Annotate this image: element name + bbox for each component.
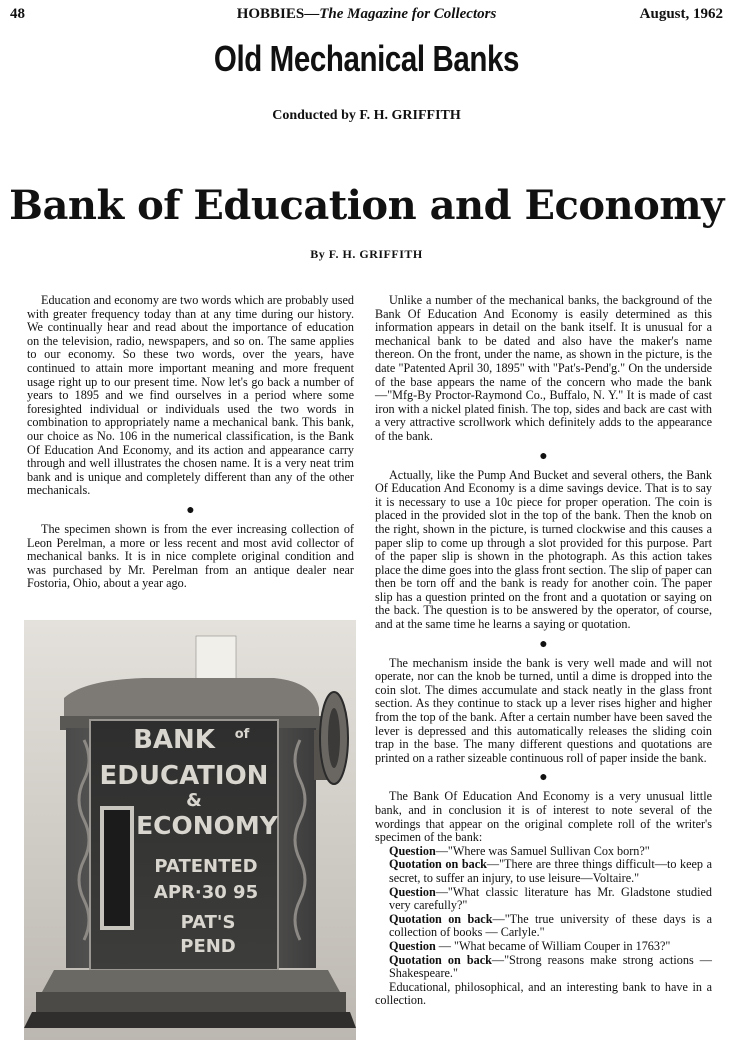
section-bullet: ● xyxy=(186,502,195,518)
qa-label: Quotation on back xyxy=(389,857,487,872)
emboss-line: PAT'S xyxy=(180,912,236,933)
paragraph: The mechanism inside the bank is very well made and will not operate, nor can the knob be turned, until a dime is dropped into the coin slot. The dimes accumulate and stack neatly in the glass front section. As they continue to stack up a lever rises higher and higher from the top of the bank. After a certain number have been saved the lever is depressed and this automatically releases the sliding coin trap in the base. The many different questions and quotations are printed on a rather sizeable continuous roll of paper inside the bank. xyxy=(375,655,712,765)
qa-text: —"Where was Samuel Sullivan Cox born?" xyxy=(435,843,650,858)
magazine-subtitle: The Magazine for Collectors xyxy=(319,6,497,22)
qa-line xyxy=(375,940,712,954)
qa-line xyxy=(375,954,712,981)
magazine-prefix: HOBBIES— xyxy=(236,6,320,22)
qa-line xyxy=(375,886,712,913)
qa-text: —"There are three things difficult—to keep a secret, to suffer an injury, to use leisure—Voltaire." xyxy=(389,857,712,885)
qa-label: Question xyxy=(389,843,436,858)
emboss-line: of xyxy=(234,727,250,742)
page-number: 48 xyxy=(10,6,25,22)
closing-paragraph: Educational, philosophical, and an interesting bank to have in a collection. xyxy=(375,979,712,1008)
department-title: Old Mechanical Banks xyxy=(213,38,520,79)
qa-label: Question xyxy=(389,938,436,953)
bank-photograph xyxy=(24,620,356,1040)
bank-illustration xyxy=(24,620,356,1040)
qa-line xyxy=(375,913,712,940)
emboss-line: APR·30 95 xyxy=(153,882,259,903)
emboss-line: & xyxy=(186,790,202,811)
paragraph: Actually, like the Pump And Bucket and several others, the Bank Of Education And Economy is a dime savings device. That is to say it is necessary to use a 10c piece for proper operation. The coin is placed in the provided slot in the top of the bank. Then the knob on the right, shown in the picture, is turned clockwise and this causes a paper slip to come up through a slot provided for this purpose. Part of the paper slip is shown in the photograph. As this action takes place the dime goes into the glass front section. The slip of paper can then be torn off and the bank is ready for another coin. The paper slip has a question printed on the front and a quotation or saying on the back. The question is to be answered by the operator, of course, and at the same time he learns a saying or quotation. xyxy=(375,467,712,632)
qa-line xyxy=(375,858,712,885)
section-bullet: ● xyxy=(539,770,548,786)
section-bullet: ● xyxy=(539,448,548,464)
qa-label: Question xyxy=(389,884,436,899)
qa-label: Quotation on back xyxy=(389,911,493,926)
emboss-line: EDUCATION xyxy=(99,761,269,791)
article-byline: By F. H. GRIFFITH xyxy=(310,247,423,261)
magazine-title xyxy=(10,6,723,23)
issue-date: August, 1962 xyxy=(639,6,723,22)
qa-text: —"Strong reasons make strong actions — Shakespeare." xyxy=(389,952,712,981)
qa-line xyxy=(375,845,712,859)
left-column xyxy=(27,294,354,591)
article-title: Bank of Education and Economy xyxy=(9,182,724,229)
running-header xyxy=(10,6,723,26)
paragraph: The Bank Of Education And Economy is a very unusual little bank, and in conclusion it is of interest to note several of the wordings that appear on the original complete roll of the writer's specimen of the bank: xyxy=(375,789,712,845)
emboss-line: PATENTED xyxy=(154,856,258,877)
paragraph: Unlike a number of the mechanical banks, the background of the Bank Of Education And Economy is easily determined as this information appears in detail on the bank itself. It is unusual for a mechanical bank to be dated and also have the maker's name thereon. On the front, under the name, as shown in the picture, is the date "Patented April 30, 1895" with "Pat's-Pend'g." On the underside of the base appears the name of the concern who made the bank—"Mfg-By Proctor-Raymond Co., Buffalo, N. Y." It is made of cast iron with a nickel plated finish. The top, sides and back are cast with a very attractive scrollwork which definitely adds to the appearance of the bank. xyxy=(375,293,712,443)
qa-text: — "What became of William Couper in 1763?" xyxy=(435,938,671,953)
qa-label: Quotation on back xyxy=(389,952,492,967)
right-column xyxy=(375,294,712,1008)
emboss-line: ECONOMY xyxy=(136,811,278,840)
emboss-line: PEND xyxy=(180,936,236,957)
conducted-by: Conducted by F. H. GRIFFITH xyxy=(272,108,461,123)
qa-text: —"What classic literature has Mr. Gladstone studied very carefully?" xyxy=(389,884,712,913)
emboss-line: BANK xyxy=(133,725,215,755)
paragraph: Education and economy are two words which are probably used with greater frequency today than at any time during our history. We continually hear and read about the importance of education on the television, radio, newspapers, and so on. The same applies to our economy. So these two words, over the years, have continued to attain more important meaning and more frequent usage right up to our present time. Now let's go back a number of years to 1895 and we find ourselves in a period where some foresighted individual or individuals used the two words in combination to appropriately name a mechanical bank. This bank, our choice as No. 106 in the numerical classification, is the Bank Of Education And Economy, and its action and appearance carry through and well illustrates the chosen name. It is a very neat trim bank and is unique and completely different than any of the other mechanicals. xyxy=(27,293,354,498)
section-bullet: ● xyxy=(539,636,548,652)
paragraph: The specimen shown is from the ever increasing collection of Leon Perelman, a more or less recent and most avid collector of mechanical banks. It is in nice complete original condition and was purchased by Mr. Perelman from an antique dealer near Fostoria, Ohio, about a year ago. xyxy=(27,521,354,591)
qa-text: —"The true university of these days is a collection of books — Carlyle." xyxy=(389,911,712,940)
